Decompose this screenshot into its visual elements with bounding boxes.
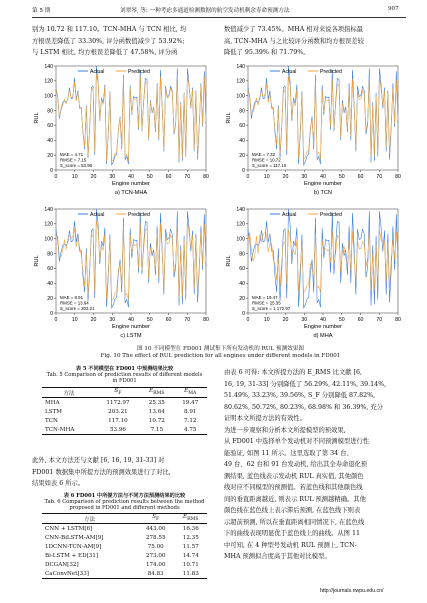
- x-tick-label: 80: [395, 317, 401, 323]
- y-tick-label: 20: [47, 152, 53, 159]
- stat-text: RMSE = 25.35: [252, 300, 281, 306]
- y-tick-label: 60: [47, 123, 53, 130]
- x-tick-label: 20: [282, 174, 289, 180]
- chart-panel-b: [224, 60, 409, 200]
- y-tick-label: 140: [44, 206, 53, 213]
- table-cell: DCGAN[32]: [45, 561, 79, 568]
- chart-panel-d: [224, 203, 409, 343]
- stat-text: MAE = 8.91: [60, 295, 84, 300]
- table-cell: 174.00: [145, 561, 166, 568]
- y-tick-label: 20: [239, 152, 245, 159]
- table5-header-row: [42, 388, 207, 398]
- table-cell: 25.35: [148, 399, 165, 406]
- chart-d-svg: [224, 203, 409, 343]
- chart-panel-c: [32, 203, 217, 343]
- table-cell: 117.10: [108, 417, 128, 424]
- y-tick-label: 120: [44, 78, 53, 85]
- table5-header-sf: $S_F$: [96, 388, 140, 398]
- y-tick-label: 0: [50, 310, 53, 317]
- table-cell: 19.47: [182, 399, 199, 406]
- x-tick-label: 0: [54, 317, 58, 323]
- table-cell: 278.55: [145, 534, 166, 541]
- table-row: [42, 542, 207, 551]
- panel-subtitle: b) TCN: [314, 190, 332, 196]
- table-cell: CNN + LSTM[6]: [45, 525, 93, 532]
- table5-title-en-2: in FD001: [112, 378, 137, 384]
- y-tick-label: 20: [239, 295, 245, 302]
- table-cell: 11.57: [182, 543, 199, 550]
- table6-title-cn: 表 6 FD001 中所提方法与不同方法预测结果的比较: [63, 493, 186, 499]
- legend-label: Actual: [90, 212, 105, 218]
- y-axis-label: RUL: [226, 255, 232, 267]
- table-row: [42, 551, 207, 560]
- y-axis-label: RUL: [226, 112, 232, 124]
- x-tick-label: 70: [376, 317, 383, 323]
- figure-caption-en: Fig. 10 The effect of RUL prediction for all engines under different models in FD001: [100, 353, 341, 359]
- table6-title-en-1: Tab. 6 Comparison of prediction results between the method: [44, 499, 205, 505]
- y-tick-label: 100: [44, 93, 53, 100]
- chart-a-svg: [32, 60, 217, 200]
- table-cell: 53.96: [96, 425, 140, 435]
- stat-text: MAE = 19.47: [252, 295, 278, 300]
- right-top-paragraph: 数值减少了 73.45%。MHA 相对来说各项指标最 高, TCN-MHA 与之比较评分函数和均方根误差较 降低了 95.39% 和 71.79%。: [224, 26, 364, 56]
- x-tick-label: 40: [128, 174, 134, 180]
- x-tick-label: 70: [184, 317, 191, 323]
- table-cell: 203.21: [108, 408, 128, 415]
- x-tick-label: 10: [71, 317, 78, 323]
- x-tick-label: 20: [90, 174, 97, 180]
- stat-text: S_score = 203.21: [60, 306, 95, 311]
- table-cell: 443.00: [145, 525, 166, 532]
- x-tick-label: 50: [338, 174, 345, 180]
- y-tick-label: 40: [239, 281, 245, 288]
- table-cell: 4.75: [174, 425, 207, 435]
- page-number: 907: [388, 6, 399, 12]
- y-tick-label: 40: [47, 281, 53, 288]
- table5-header-ema: $E_{MA}$: [174, 388, 207, 398]
- x-tick-label: 0: [54, 174, 58, 180]
- table6-header-erms: $E_{RMS}$: [175, 514, 207, 524]
- y-tick-label: 120: [236, 78, 245, 85]
- panel-subtitle: d) MHA: [313, 333, 333, 339]
- table5-header-erms: $E_{RMS}$: [140, 388, 173, 398]
- stat-text: RMSE = 7.15: [60, 157, 87, 163]
- y-tick-label: 140: [44, 63, 53, 70]
- table-cell: 10.72: [148, 417, 165, 424]
- legend-label: Actual: [282, 69, 297, 75]
- left-mid-paragraph: 此外, 本文方法还与文献 [6, 16, 19, 31-33] 对 FD001 数据集中所提方法的预测效果进行了对比, 结果如表 6 所示。: [32, 457, 171, 487]
- x-axis-label: Engine number: [304, 324, 342, 330]
- y-axis-label: RUL: [34, 255, 40, 267]
- panel-subtitle: c) LSTM: [120, 333, 142, 339]
- x-tick-label: 60: [165, 174, 172, 180]
- x-tick-label: 50: [146, 317, 153, 323]
- x-tick-label: 10: [71, 174, 78, 180]
- table-cell: CaConvNet[33]: [42, 569, 137, 579]
- table6: [42, 513, 207, 579]
- y-tick-label: 120: [236, 221, 245, 228]
- table-cell: MHA: [45, 399, 60, 406]
- x-tick-label: 80: [203, 174, 209, 180]
- table-cell: TCN-MHA: [42, 425, 96, 435]
- table6-header-method: 方法: [42, 514, 137, 524]
- legend-label: Predicted: [128, 69, 150, 75]
- panel-subtitle: a) TCN-MHA: [114, 190, 148, 196]
- y-tick-label: 140: [236, 63, 245, 70]
- y-tick-label: 0: [242, 167, 245, 174]
- table-cell: 1DCNN-TCN-AM[9]: [45, 543, 102, 550]
- x-tick-label: 20: [282, 317, 289, 323]
- table-cell: CNN-BiLSTM-AM[9]: [45, 534, 104, 541]
- table6-header-sf: $S_F$: [137, 514, 175, 524]
- y-tick-label: 80: [47, 108, 53, 115]
- table6-block: [32, 492, 217, 579]
- y-tick-label: 100: [44, 236, 53, 243]
- table5: [42, 387, 207, 435]
- x-tick-label: 60: [357, 174, 364, 180]
- table5-title-en-1: Tab. 5 Comparison of prediction results of different models: [46, 372, 203, 378]
- header-rule: [32, 17, 406, 18]
- x-tick-label: 50: [338, 317, 345, 323]
- x-tick-label: 70: [184, 174, 191, 180]
- table-row: [42, 416, 207, 425]
- y-tick-label: 100: [236, 236, 245, 243]
- y-tick-label: 80: [239, 251, 245, 258]
- y-tick-label: 0: [50, 167, 53, 174]
- table6-title-en-2: proposed in FD001 and different methods: [69, 505, 180, 511]
- table-row: [42, 407, 207, 416]
- x-tick-label: 20: [90, 317, 97, 323]
- table5-block: [32, 365, 217, 435]
- table-cell: 7.15: [140, 425, 173, 435]
- y-tick-label: 120: [44, 221, 53, 228]
- x-tick-label: 80: [203, 317, 209, 323]
- stat-text: RMSE = 13.64: [60, 300, 89, 306]
- y-tick-label: 0: [242, 310, 245, 317]
- chart-panel-a: [32, 60, 217, 200]
- x-tick-label: 30: [301, 317, 308, 323]
- table-cell: LSTM: [45, 408, 63, 415]
- x-tick-label: 60: [357, 317, 364, 323]
- legend-label: Predicted: [320, 212, 342, 218]
- x-tick-label: 30: [109, 174, 116, 180]
- table-row: [42, 533, 207, 542]
- x-axis-label: Engine number: [304, 181, 342, 187]
- stat-text: RMSE = 10.72: [252, 157, 281, 163]
- x-axis-label: Engine number: [112, 181, 150, 187]
- y-tick-label: 60: [239, 266, 245, 273]
- stat-text: MAE = 7.32: [252, 152, 276, 157]
- legend-label: Predicted: [320, 69, 342, 75]
- table5-header-method: 方法: [42, 388, 96, 398]
- figure-caption-cn: 图 10 不同模型在 FD001 测试集下所有发动机的 RUL 预测效果图: [137, 346, 304, 352]
- y-tick-label: 80: [47, 251, 53, 258]
- stat-text: MAE = 4.71: [60, 152, 84, 157]
- stat-text: S_score = 117.10: [252, 163, 287, 168]
- table-row: [42, 560, 207, 569]
- series-line-predicted: [56, 74, 206, 161]
- y-axis-label: RUL: [34, 112, 40, 124]
- x-tick-label: 40: [128, 317, 134, 323]
- y-tick-label: 40: [239, 138, 245, 145]
- x-tick-label: 30: [109, 317, 116, 323]
- table-cell: 7.12: [184, 417, 197, 424]
- y-tick-label: 40: [47, 138, 53, 145]
- x-tick-label: 10: [263, 317, 270, 323]
- x-axis-label: Engine number: [112, 324, 150, 330]
- table-cell: TCN: [45, 417, 58, 424]
- table-cell: 273.00: [145, 552, 166, 559]
- table-cell: 75.00: [147, 543, 164, 550]
- x-tick-label: 30: [301, 174, 308, 180]
- running-title: 刘翠琴, 等: 一种考虑多通道检测数据的航空发动机剩余寿命预测方法: [120, 8, 290, 14]
- table-cell: 16.36: [182, 525, 199, 532]
- series-line-predicted: [56, 221, 206, 300]
- x-tick-label: 0: [246, 174, 250, 180]
- table-cell: 11.83: [175, 569, 207, 579]
- x-tick-label: 80: [395, 174, 401, 180]
- table-cell: 14.74: [182, 552, 199, 559]
- table5-title-cn: 表 5 不同模型在 FD001 中预测结果比较: [75, 366, 174, 372]
- left-top-paragraph: 别为 10.72 和 117.10。TCN-MHA 与 TCN 相比, 均 方根误差降低了 33.30%, 评分函数值减少了 53.92%; 与 LSTM 相比, 均方根误差降低了 47.58%, 评分函: [32, 26, 187, 56]
- x-tick-label: 60: [165, 317, 172, 323]
- table-cell: 1172.97: [106, 399, 130, 406]
- right-body-paragraph: 由表 6 可得: 本文所提方法的 E_RMS 比文献 [6, 16, 19, 31-33] 分别降低了 56.29%, 42.11%, 39.14%, 51.49%, 33.23%, 39.56%, S_F 分别降低 87.82%, 80.62%, 50.72%, 80.23%, 68.98% 和 36.39%, 充分 证明本文所提方法的有效性。 为进一步观察和分析本文所提模型的预效果, 从 FD001 中选择单个发动机对不同预测模型进行性 能验证, 如图 11 所示。这里选取了第 34 台、 49 台、62 台和 91 台发动机, 给出其全寿命退化预 测结果, 蓝色线表示发动机 RUL 真实值, 其他颜色 线对应不同模型的预测值。若蓝色线和其他颜色线 间的垂直距离越近, 则表示 RUL 预测越精确。其他 颜色线在蓝色线上表示滞后预测, 在蓝色线下则表 示超前预测, 所以在垂直距离相同情况下, 在蓝色线 下的曲线表现明显优于蓝色线上的曲线。从图 11 中可知, 在 4 种型号发动机 RUL 预测上, TCN- MHA 预测拟合度高于其他对比模型。: [224, 369, 387, 560]
- x-tick-label: 0: [246, 317, 250, 323]
- chart-c-svg: [32, 203, 217, 343]
- table-cell: 13.64: [148, 408, 165, 415]
- x-tick-label: 70: [376, 174, 383, 180]
- chart-b-svg: [224, 60, 409, 200]
- table-cell: 84.83: [137, 569, 175, 579]
- y-tick-label: 100: [236, 93, 245, 100]
- table-row: [42, 398, 207, 408]
- series-line-predicted: [248, 76, 398, 158]
- x-tick-label: 50: [146, 174, 153, 180]
- stat-text: S_score = 1 172.97: [252, 306, 291, 311]
- y-tick-label: 20: [47, 295, 53, 302]
- y-tick-label: 60: [47, 266, 53, 273]
- y-tick-label: 60: [239, 123, 245, 130]
- y-tick-label: 140: [236, 206, 245, 213]
- stat-text: S_score = 53.96: [60, 163, 93, 168]
- table-cell: 12.35: [182, 534, 199, 541]
- legend-label: Actual: [282, 212, 297, 218]
- x-tick-label: 10: [263, 174, 270, 180]
- table6-header-row: [42, 514, 207, 524]
- issue-label: 第 5 期: [32, 8, 51, 14]
- table-cell: Bi-LSTM + ED[31]: [45, 552, 99, 559]
- legend-label: Actual: [90, 69, 105, 75]
- footer-url: http://journals.nwpu.edu.cn/: [320, 588, 384, 594]
- x-tick-label: 40: [320, 317, 326, 323]
- y-tick-label: 80: [239, 108, 245, 115]
- table-row: [42, 524, 207, 534]
- table-row: [42, 569, 207, 579]
- table-cell: 10.71: [182, 561, 199, 568]
- table-row: [42, 425, 207, 435]
- x-tick-label: 40: [320, 174, 326, 180]
- legend-label: Predicted: [128, 212, 150, 218]
- table-cell: 8.91: [184, 408, 197, 415]
